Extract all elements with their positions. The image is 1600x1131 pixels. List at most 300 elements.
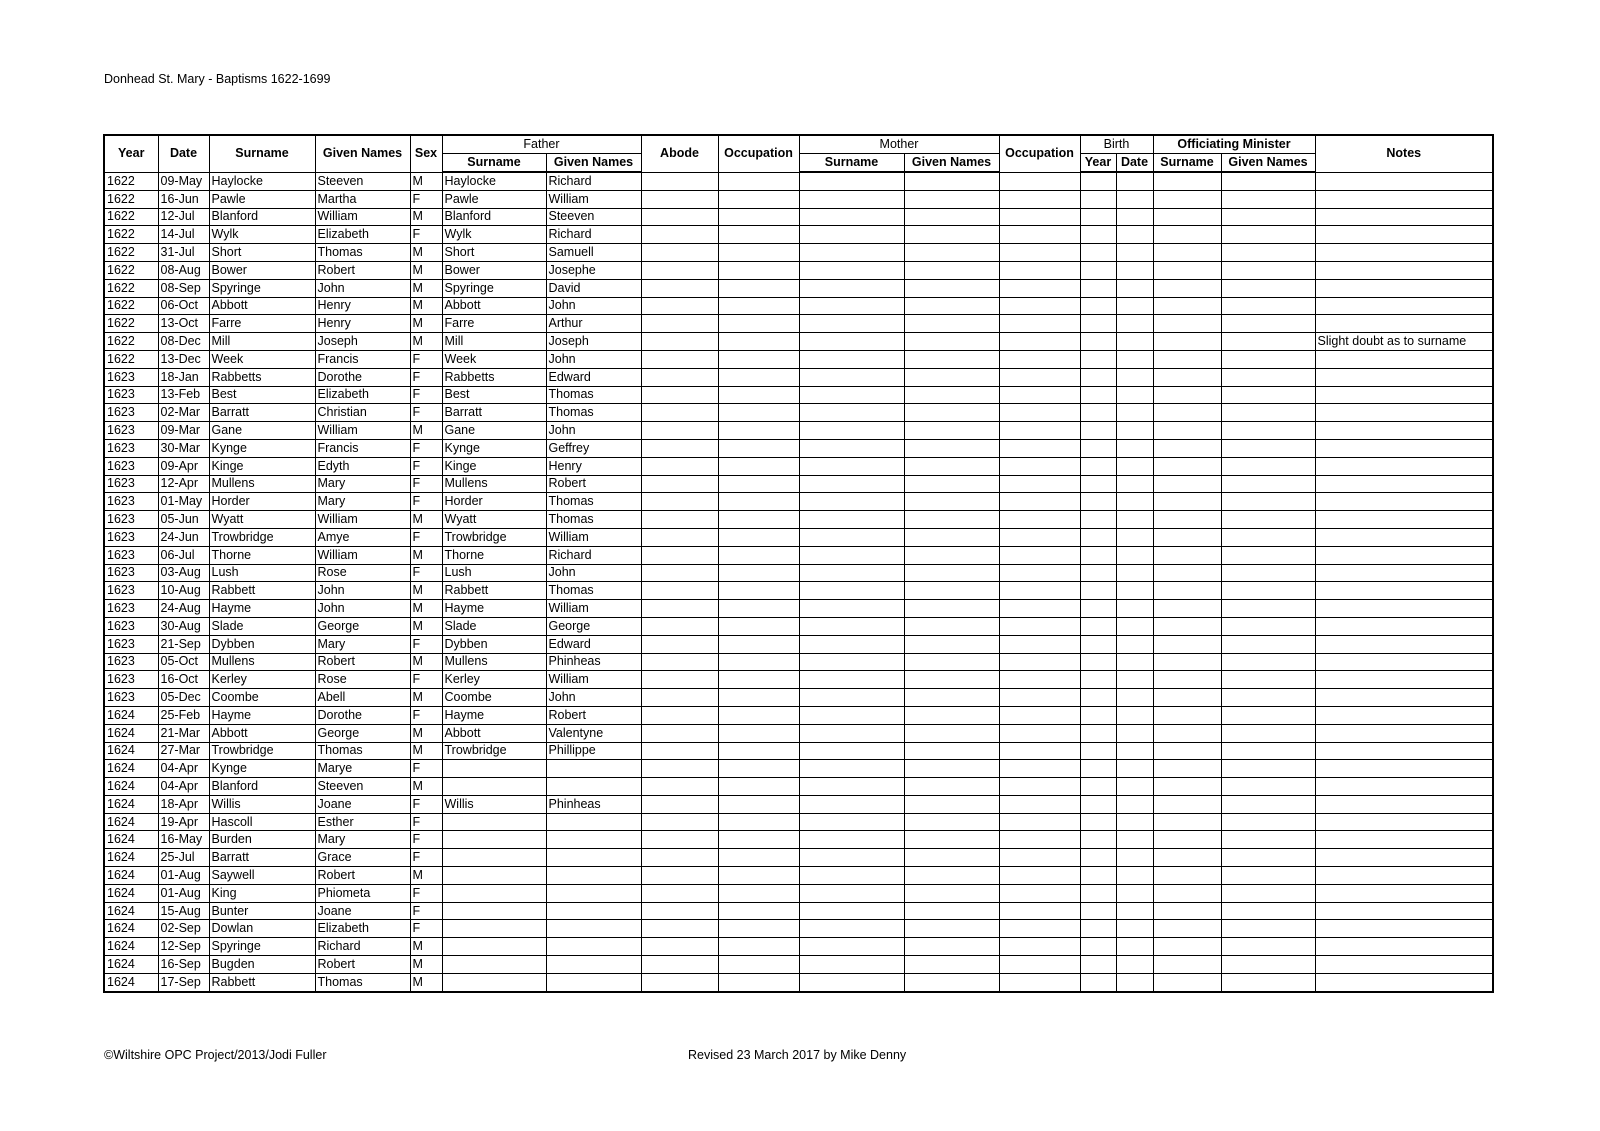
table-row <box>104 226 1493 244</box>
cell-abode <box>641 724 718 742</box>
cell-surname: Wylk <box>209 226 315 244</box>
cell-occupation <box>718 938 799 956</box>
cell-mother-given-names <box>904 457 999 475</box>
cell-mother-given-names <box>904 582 999 600</box>
cell-sex: M <box>410 315 442 333</box>
cell-notes <box>1315 600 1493 618</box>
cell-date: 14-Jul <box>158 226 209 244</box>
cell-sex: F <box>410 849 442 867</box>
cell-mother-surname <box>799 457 904 475</box>
cell-occupation <box>718 422 799 440</box>
cell-mother-surname <box>799 244 904 262</box>
cell-mother-given-names <box>904 368 999 386</box>
cell-minister-surname <box>1153 261 1221 279</box>
cell-mother-surname <box>799 635 904 653</box>
cell-occupation-mother <box>999 795 1080 813</box>
cell-birth-date <box>1116 849 1153 867</box>
cell-mother-surname <box>799 724 904 742</box>
cell-mother-given-names <box>904 938 999 956</box>
cell-birth-year <box>1080 386 1116 404</box>
cell-year: 1624 <box>104 742 158 760</box>
cell-occupation <box>718 226 799 244</box>
cell-father-surname: Short <box>442 244 546 262</box>
cell-date: 21-Mar <box>158 724 209 742</box>
cell-abode <box>641 475 718 493</box>
cell-occupation-mother <box>999 350 1080 368</box>
table-row <box>104 884 1493 902</box>
cell-given-names: Steeven <box>315 778 410 796</box>
cell-father-surname: Kynge <box>442 439 546 457</box>
cell-mother-surname <box>799 404 904 422</box>
cell-minister-given-names <box>1221 849 1315 867</box>
cell-notes <box>1315 261 1493 279</box>
cell-occupation <box>718 617 799 635</box>
cell-date: 15-Aug <box>158 902 209 920</box>
table-row <box>104 724 1493 742</box>
cell-mother-surname <box>799 813 904 831</box>
cell-occupation <box>718 404 799 422</box>
cell-father-surname: Mullens <box>442 653 546 671</box>
cell-sex: M <box>410 333 442 351</box>
cell-abode <box>641 261 718 279</box>
cell-given-names: William <box>315 422 410 440</box>
cell-notes <box>1315 973 1493 991</box>
cell-father-given-names: Robert <box>546 706 641 724</box>
cell-occupation-mother <box>999 867 1080 885</box>
cell-minister-given-names <box>1221 689 1315 707</box>
cell-date: 25-Jul <box>158 849 209 867</box>
col-header-birth-date: Date <box>1116 154 1153 173</box>
cell-date: 25-Feb <box>158 706 209 724</box>
cell-abode <box>641 528 718 546</box>
cell-year: 1623 <box>104 439 158 457</box>
table-row <box>104 831 1493 849</box>
cell-sex: M <box>410 689 442 707</box>
cell-abode <box>641 813 718 831</box>
cell-minister-surname <box>1153 956 1221 974</box>
cell-minister-surname <box>1153 564 1221 582</box>
cell-year: 1624 <box>104 724 158 742</box>
cell-abode <box>641 493 718 511</box>
cell-sex: M <box>410 582 442 600</box>
cell-birth-date <box>1116 546 1153 564</box>
cell-occupation-mother <box>999 208 1080 226</box>
cell-father-given-names <box>546 867 641 885</box>
cell-mother-given-names <box>904 315 999 333</box>
cell-minister-given-names <box>1221 226 1315 244</box>
cell-father-given-names: Steeven <box>546 208 641 226</box>
cell-birth-year <box>1080 617 1116 635</box>
cell-minister-given-names <box>1221 422 1315 440</box>
cell-surname: Abbott <box>209 724 315 742</box>
cell-abode <box>641 920 718 938</box>
table-row <box>104 493 1493 511</box>
cell-father-given-names: Richard <box>546 546 641 564</box>
cell-birth-year <box>1080 404 1116 422</box>
cell-occupation-mother <box>999 333 1080 351</box>
cell-occupation <box>718 457 799 475</box>
cell-father-surname: Mullens <box>442 475 546 493</box>
table-row <box>104 813 1493 831</box>
cell-surname: Mill <box>209 333 315 351</box>
cell-occupation-mother <box>999 244 1080 262</box>
cell-minister-surname <box>1153 279 1221 297</box>
cell-birth-date <box>1116 920 1153 938</box>
cell-mother-given-names <box>904 493 999 511</box>
cell-occupation <box>718 528 799 546</box>
cell-minister-given-names <box>1221 172 1315 190</box>
table-row <box>104 422 1493 440</box>
col-header-father-given-names: Given Names <box>546 154 641 173</box>
table-row <box>104 244 1493 262</box>
cell-father-given-names <box>546 813 641 831</box>
cell-surname: Thorne <box>209 546 315 564</box>
cell-surname: Week <box>209 350 315 368</box>
cell-birth-year <box>1080 813 1116 831</box>
cell-notes <box>1315 653 1493 671</box>
col-header-occupation-mother: Occupation <box>999 135 1080 172</box>
cell-birth-year <box>1080 920 1116 938</box>
cell-father-given-names: Richard <box>546 172 641 190</box>
cell-given-names: Thomas <box>315 973 410 991</box>
cell-birth-year <box>1080 208 1116 226</box>
cell-mother-surname <box>799 546 904 564</box>
cell-mother-surname <box>799 190 904 208</box>
cell-date: 06-Oct <box>158 297 209 315</box>
table-row <box>104 564 1493 582</box>
cell-surname: Kynge <box>209 439 315 457</box>
cell-minister-given-names <box>1221 795 1315 813</box>
cell-surname: Farre <box>209 315 315 333</box>
table-row <box>104 617 1493 635</box>
footer-copyright: ©Wiltshire OPC Project/2013/Jodi Fuller <box>104 1048 327 1062</box>
cell-birth-year <box>1080 671 1116 689</box>
cell-notes <box>1315 884 1493 902</box>
cell-date: 30-Aug <box>158 617 209 635</box>
cell-birth-date <box>1116 635 1153 653</box>
cell-occupation-mother <box>999 724 1080 742</box>
col-header-minister-surname: Surname <box>1153 154 1221 173</box>
cell-year: 1624 <box>104 813 158 831</box>
cell-given-names: Mary <box>315 831 410 849</box>
cell-surname: Kinge <box>209 457 315 475</box>
cell-occupation <box>718 849 799 867</box>
cell-notes <box>1315 742 1493 760</box>
cell-mother-given-names <box>904 297 999 315</box>
cell-mother-given-names <box>904 956 999 974</box>
cell-father-surname: Best <box>442 386 546 404</box>
cell-minister-given-names <box>1221 386 1315 404</box>
cell-given-names: Robert <box>315 261 410 279</box>
cell-date: 08-Dec <box>158 333 209 351</box>
cell-surname: Hayme <box>209 600 315 618</box>
cell-notes <box>1315 493 1493 511</box>
cell-father-surname: Kinge <box>442 457 546 475</box>
cell-notes <box>1315 867 1493 885</box>
cell-abode <box>641 849 718 867</box>
cell-father-given-names <box>546 902 641 920</box>
cell-birth-date <box>1116 457 1153 475</box>
cell-mother-surname <box>799 795 904 813</box>
cell-birth-date <box>1116 760 1153 778</box>
cell-father-surname: Dybben <box>442 635 546 653</box>
cell-notes <box>1315 475 1493 493</box>
cell-minister-surname <box>1153 333 1221 351</box>
cell-given-names: George <box>315 724 410 742</box>
cell-minister-given-names <box>1221 350 1315 368</box>
cell-given-names: Marye <box>315 760 410 778</box>
cell-minister-given-names <box>1221 706 1315 724</box>
cell-minister-surname <box>1153 457 1221 475</box>
cell-father-surname: Trowbridge <box>442 528 546 546</box>
cell-mother-given-names <box>904 279 999 297</box>
cell-birth-year <box>1080 244 1116 262</box>
cell-birth-year <box>1080 333 1116 351</box>
cell-mother-given-names <box>904 724 999 742</box>
cell-mother-surname <box>799 760 904 778</box>
cell-year: 1623 <box>104 493 158 511</box>
cell-minister-surname <box>1153 831 1221 849</box>
cell-occupation <box>718 742 799 760</box>
cell-minister-given-names <box>1221 582 1315 600</box>
cell-year: 1624 <box>104 956 158 974</box>
cell-father-surname: Abbott <box>442 297 546 315</box>
cell-surname: Rabbetts <box>209 368 315 386</box>
cell-father-surname <box>442 920 546 938</box>
cell-given-names: Joane <box>315 795 410 813</box>
cell-year: 1623 <box>104 689 158 707</box>
table-row <box>104 350 1493 368</box>
cell-date: 04-Apr <box>158 778 209 796</box>
col-header-sex: Sex <box>410 135 442 172</box>
cell-birth-year <box>1080 689 1116 707</box>
cell-mother-given-names <box>904 760 999 778</box>
cell-father-surname: Kerley <box>442 671 546 689</box>
cell-given-names: Mary <box>315 635 410 653</box>
cell-date: 01-May <box>158 493 209 511</box>
cell-minister-given-names <box>1221 439 1315 457</box>
cell-sex: M <box>410 742 442 760</box>
cell-date: 18-Apr <box>158 795 209 813</box>
col-header-given-names: Given Names <box>315 135 410 172</box>
cell-abode <box>641 956 718 974</box>
cell-birth-year <box>1080 546 1116 564</box>
cell-year: 1623 <box>104 404 158 422</box>
cell-mother-given-names <box>904 439 999 457</box>
cell-birth-date <box>1116 902 1153 920</box>
cell-minister-surname <box>1153 938 1221 956</box>
cell-notes <box>1315 226 1493 244</box>
cell-year: 1623 <box>104 564 158 582</box>
cell-birth-date <box>1116 279 1153 297</box>
cell-given-names: Elizabeth <box>315 226 410 244</box>
cell-sex: M <box>410 956 442 974</box>
cell-sex: M <box>410 244 442 262</box>
cell-occupation-mother <box>999 617 1080 635</box>
cell-surname: Spyringe <box>209 279 315 297</box>
cell-notes <box>1315 938 1493 956</box>
cell-mother-surname <box>799 938 904 956</box>
cell-minister-surname <box>1153 635 1221 653</box>
cell-mother-surname <box>799 956 904 974</box>
cell-occupation-mother <box>999 261 1080 279</box>
cell-mother-given-names <box>904 386 999 404</box>
cell-mother-given-names <box>904 920 999 938</box>
cell-given-names: Martha <box>315 190 410 208</box>
cell-birth-date <box>1116 671 1153 689</box>
cell-occupation <box>718 884 799 902</box>
cell-abode <box>641 831 718 849</box>
cell-abode <box>641 902 718 920</box>
cell-sex: M <box>410 261 442 279</box>
cell-mother-given-names <box>904 831 999 849</box>
cell-date: 03-Aug <box>158 564 209 582</box>
cell-occupation-mother <box>999 172 1080 190</box>
cell-abode <box>641 617 718 635</box>
cell-notes <box>1315 671 1493 689</box>
cell-abode <box>641 582 718 600</box>
cell-mother-surname <box>799 528 904 546</box>
cell-birth-year <box>1080 457 1116 475</box>
cell-sex: F <box>410 475 442 493</box>
cell-birth-year <box>1080 867 1116 885</box>
cell-father-surname: Blanford <box>442 208 546 226</box>
cell-father-surname <box>442 956 546 974</box>
cell-birth-date <box>1116 350 1153 368</box>
cell-date: 24-Aug <box>158 600 209 618</box>
cell-minister-given-names <box>1221 333 1315 351</box>
cell-abode <box>641 867 718 885</box>
cell-mother-given-names <box>904 261 999 279</box>
cell-notes <box>1315 297 1493 315</box>
cell-date: 12-Jul <box>158 208 209 226</box>
cell-birth-year <box>1080 422 1116 440</box>
cell-year: 1623 <box>104 368 158 386</box>
cell-abode <box>641 404 718 422</box>
cell-occupation <box>718 902 799 920</box>
cell-father-given-names: Robert <box>546 475 641 493</box>
cell-birth-year <box>1080 528 1116 546</box>
cell-date: 27-Mar <box>158 742 209 760</box>
cell-mother-surname <box>799 884 904 902</box>
cell-notes <box>1315 244 1493 262</box>
cell-minister-given-names <box>1221 867 1315 885</box>
cell-date: 09-Apr <box>158 457 209 475</box>
table-row <box>104 439 1493 457</box>
cell-birth-date <box>1116 973 1153 991</box>
cell-mother-surname <box>799 564 904 582</box>
cell-notes <box>1315 279 1493 297</box>
cell-mother-surname <box>799 493 904 511</box>
cell-mother-surname <box>799 973 904 991</box>
cell-occupation-mother <box>999 902 1080 920</box>
cell-birth-date <box>1116 884 1153 902</box>
cell-abode <box>641 938 718 956</box>
cell-father-surname: Barratt <box>442 404 546 422</box>
cell-given-names: John <box>315 600 410 618</box>
cell-surname: Dowlan <box>209 920 315 938</box>
cell-sex: M <box>410 546 442 564</box>
cell-occupation <box>718 208 799 226</box>
cell-birth-year <box>1080 600 1116 618</box>
cell-father-surname: Abbott <box>442 724 546 742</box>
cell-mother-given-names <box>904 795 999 813</box>
table-row <box>104 582 1493 600</box>
cell-sex: F <box>410 439 442 457</box>
cell-year: 1623 <box>104 422 158 440</box>
cell-mother-surname <box>799 261 904 279</box>
cell-birth-year <box>1080 297 1116 315</box>
cell-minister-given-names <box>1221 368 1315 386</box>
cell-occupation <box>718 867 799 885</box>
cell-minister-surname <box>1153 297 1221 315</box>
cell-abode <box>641 511 718 529</box>
cell-sex: M <box>410 172 442 190</box>
cell-notes <box>1315 689 1493 707</box>
cell-birth-date <box>1116 297 1153 315</box>
cell-minister-given-names <box>1221 315 1315 333</box>
cell-occupation-mother <box>999 760 1080 778</box>
cell-notes: Slight doubt as to surname <box>1315 333 1493 351</box>
table-row <box>104 778 1493 796</box>
cell-year: 1624 <box>104 849 158 867</box>
cell-surname: Rabbett <box>209 582 315 600</box>
page-title: Donhead St. Mary - Baptisms 1622-1699 <box>104 72 331 86</box>
cell-father-given-names: Samuell <box>546 244 641 262</box>
cell-abode <box>641 653 718 671</box>
cell-given-names: Robert <box>315 653 410 671</box>
cell-father-surname: Mill <box>442 333 546 351</box>
cell-occupation-mother <box>999 404 1080 422</box>
cell-given-names: Abell <box>315 689 410 707</box>
cell-birth-year <box>1080 261 1116 279</box>
cell-sex: F <box>410 795 442 813</box>
cell-minister-surname <box>1153 778 1221 796</box>
cell-abode <box>641 973 718 991</box>
cell-sex: M <box>410 617 442 635</box>
table-row <box>104 528 1493 546</box>
cell-birth-date <box>1116 528 1153 546</box>
cell-minister-given-names <box>1221 404 1315 422</box>
cell-occupation <box>718 475 799 493</box>
cell-occupation <box>718 671 799 689</box>
table-row <box>104 938 1493 956</box>
footer-revision: Revised 23 March 2017 by Mike Denny <box>688 1048 907 1062</box>
cell-birth-date <box>1116 226 1153 244</box>
cell-minister-given-names <box>1221 617 1315 635</box>
cell-surname: Lush <box>209 564 315 582</box>
cell-notes <box>1315 208 1493 226</box>
cell-occupation-mother <box>999 422 1080 440</box>
cell-abode <box>641 795 718 813</box>
cell-father-given-names <box>546 956 641 974</box>
cell-birth-year <box>1080 368 1116 386</box>
cell-birth-date <box>1116 333 1153 351</box>
cell-mother-surname <box>799 315 904 333</box>
cell-notes <box>1315 404 1493 422</box>
cell-minister-surname <box>1153 315 1221 333</box>
cell-sex: F <box>410 920 442 938</box>
col-header-mother-given-names: Given Names <box>904 154 999 173</box>
cell-mother-given-names <box>904 671 999 689</box>
cell-father-given-names: Edward <box>546 635 641 653</box>
cell-abode <box>641 564 718 582</box>
cell-minister-surname <box>1153 368 1221 386</box>
cell-sex: M <box>410 938 442 956</box>
cell-father-given-names: Henry <box>546 457 641 475</box>
cell-surname: Hayme <box>209 706 315 724</box>
group-header-father: Father <box>442 135 641 154</box>
